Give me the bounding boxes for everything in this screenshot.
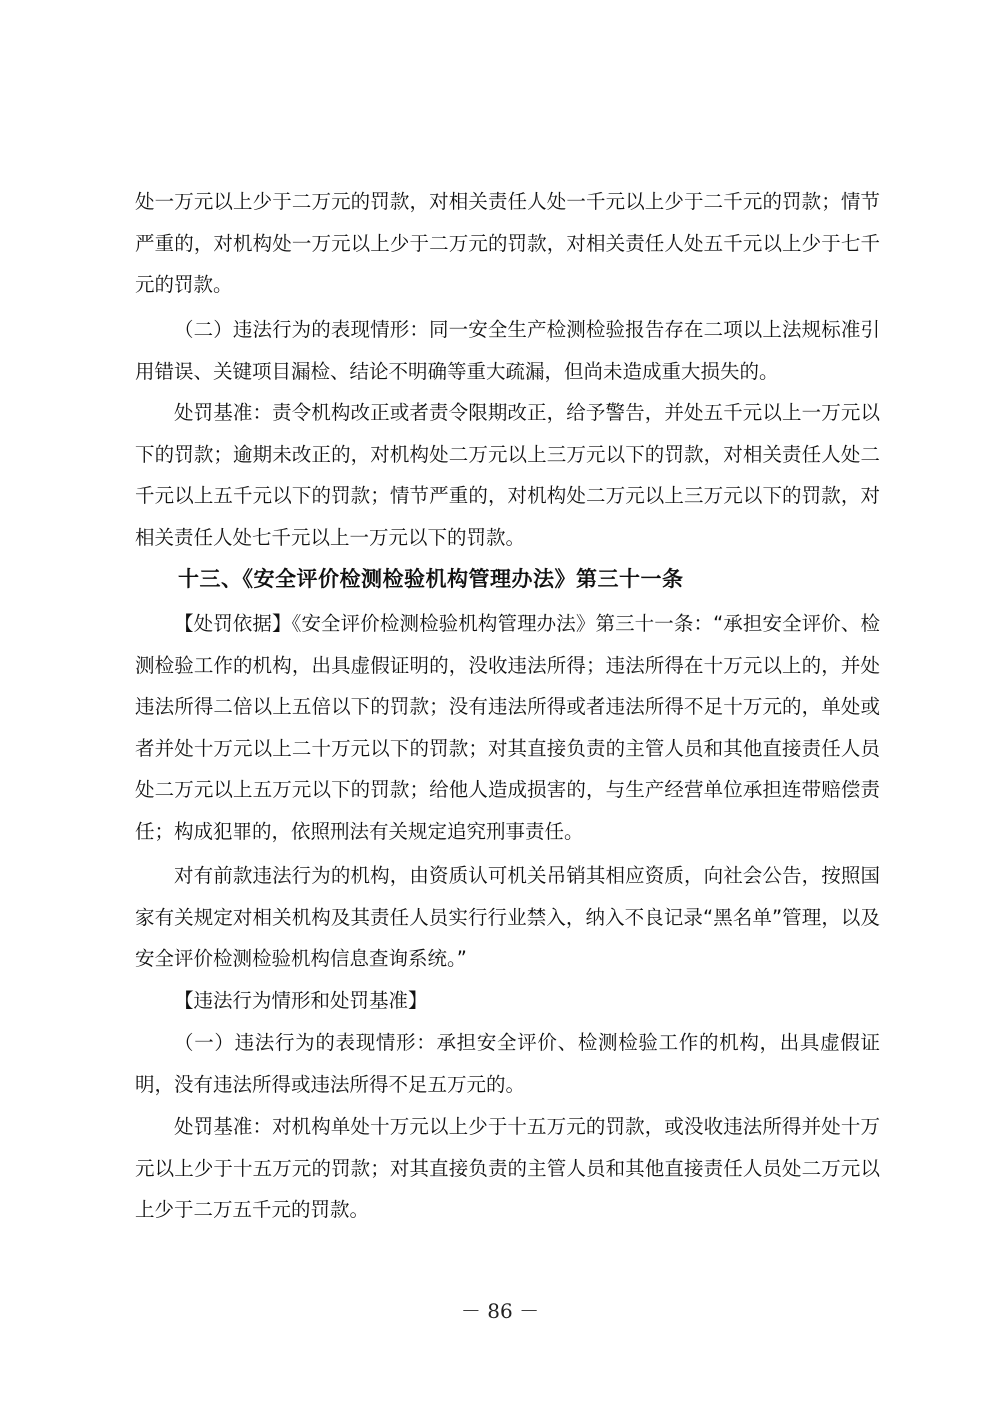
paragraph-penalty-continuation: 处一万元以上少于二万元的罚款，对相关责任人处一千元以上少于二千元的罚款；情节严重的，对机构处一万元以上少于二万元的罚款，对相关责任人处五千元以上少于七千元的罚款。 [135,190,880,296]
paragraph-penalty-standard-1: 处罚基准：对机构单处十万元以上少于十五万元的罚款，或没收违法所得并处十万元以上少于十五万元的罚款；对其直接负责的主管人员和其他直接责任人员处二万元以上少于二万五千元的罚款。 [135,1115,880,1221]
section-heading-13: 十三、《安全评价检测检验机构管理办法》第三十一条 [178,566,684,591]
page-number: － 86 － [460,1299,540,1323]
paragraph-violation-case-1: （一）违法行为的表现情形：承担安全评价、检测检验工作的机构，出具虚假证明，没有违法所得或违法所得不足五万元的。 [135,1031,880,1096]
paragraph-penalty-basis: 【处罚依据】《安全评价检测检验机构管理办法》第三十一条：“承担安全评价、检测检验工作的机构，出具虚假证明的，没收违法所得；违法所得在十万元以上的，并处违法所得二倍以上五倍以下的罚款；没有违法所得或者违法所得不足十万元的，单处或者并处十万元以上二十万元以下的罚款；对其直接负责的主管人员和其他直接责任人员处二万元以上五万元以下的罚款；给他人造成损害的，与生产经营单位承担连带赔偿责任；构成犯罪的，依照刑法有关规定追究刑事责任。 [135,612,880,843]
paragraph-penalty-standard-2: 处罚基准：责令机构改正或者责令限期改正，给予警告，并处五千元以上一万元以下的罚款；逾期未改正的，对机构处二万元以上三万元以下的罚款，对相关责任人处二千元以上五千元以下的罚款；情节严重的，对机构处二万元以上三万元以下的罚款，对相关责任人处七千元以上一万元以下的罚款。 [135,401,880,549]
paragraph-qualification-revocation: 对有前款违法行为的机构，由资质认可机关吊销其相应资质，向社会公告，按照国家有关规定对相关机构及其责任人员实行行业禁入，纳入不良记录“黑名单”管理，以及安全评价检测检验机构信息查询系统。” [135,864,880,970]
paragraph-violation-standards-title: 【违法行为情形和处罚基准】 [174,989,428,1012]
paragraph-violation-case-2: （二）违法行为的表现情形：同一安全生产检测检验报告存在二项以上法规标准引用错误、关键项目漏检、结论不明确等重大疏漏，但尚未造成重大损失的。 [135,318,880,383]
